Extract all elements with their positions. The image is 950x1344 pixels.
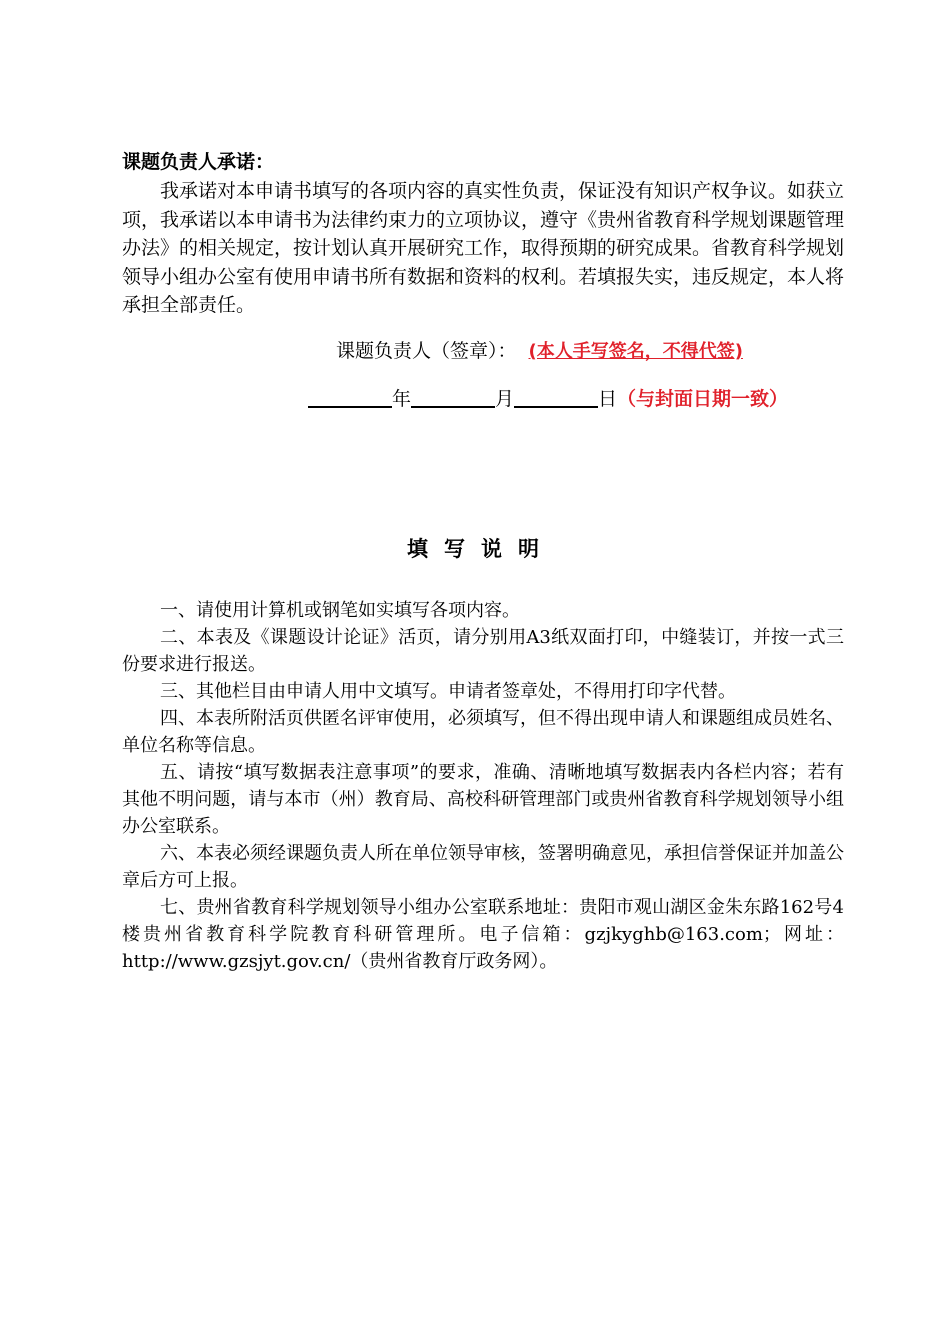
signature-row [336, 338, 743, 365]
instruction-item: 六、本表必须经课题负责人所在单位领导审核，签署明确意见，承担信誉保证并加盖公章后方可上报。 [122, 843, 844, 891]
year-blank [308, 386, 392, 408]
pledge-body: 我承诺对本申请书填写的各项内容的真实性负责，保证没有知识产权争议。如获立项，我承诺以本申请书为法律约束力的立项协议，遵守《贵州省教育科学规划课题管理办法》的相关规定，按计划认真开展研究工作，取得预期的研究成果。省教育科学规划领导小组办公室有使用申请书所有数据和资料的权利。若填报失实，违反规定，本人将承担全部责任。 [122, 180, 845, 316]
instructions-title: 填写说明 [407, 537, 555, 561]
date-note: （与封面日期一致） [617, 388, 789, 410]
instruction-item: 三、其他栏目由申请人用中文填写。申请者签章处，不得用打印字代替。 [160, 681, 736, 702]
instruction-item: 一、请使用计算机或钢笔如实填写各项内容。 [160, 600, 520, 621]
pledge-title: 课题负责人承诺： [122, 151, 275, 173]
instruction-item: 四、本表所附活页供匿名评审使用，必须填写，但不得出现申请人和课题组成员姓名、单位名称等信息。 [122, 708, 844, 756]
instruction-item: 七、贵州省教育科学规划领导小组办公室联系地址：贵阳市观山湖区金朱东路162号4楼贵州省教育科学院教育科研管理所。电子信箱：gzjkyghb@163.com；网址：http://www.gzsjyt.gov.cn/（贵州省教育厅政务网）。 [122, 897, 844, 972]
date-row [308, 386, 788, 412]
instruction-item: 二、本表及《课题设计论证》活页，请分别用A3纸双面打印，中缝装订，并按一式三份要求进行报送。 [122, 627, 844, 675]
year-label: 年 [392, 388, 412, 410]
day-blank [514, 386, 598, 408]
day-label: 日 [598, 388, 618, 410]
month-blank [411, 386, 495, 408]
signature-note: (本人手写签名，不得代签) [528, 341, 743, 362]
instructions-list [122, 597, 844, 975]
signature-label: 课题负责人（签章）： [336, 340, 517, 362]
month-label: 月 [495, 388, 515, 410]
instruction-item: 五、请按“填写数据表注意事项”的要求，准确、清晰地填写数据表内各栏内容；若有其他不明问题，请与本市（州）教育局、高校科研管理部门或贵州省教育科学规划领导小组办公室联系。 [122, 762, 844, 837]
